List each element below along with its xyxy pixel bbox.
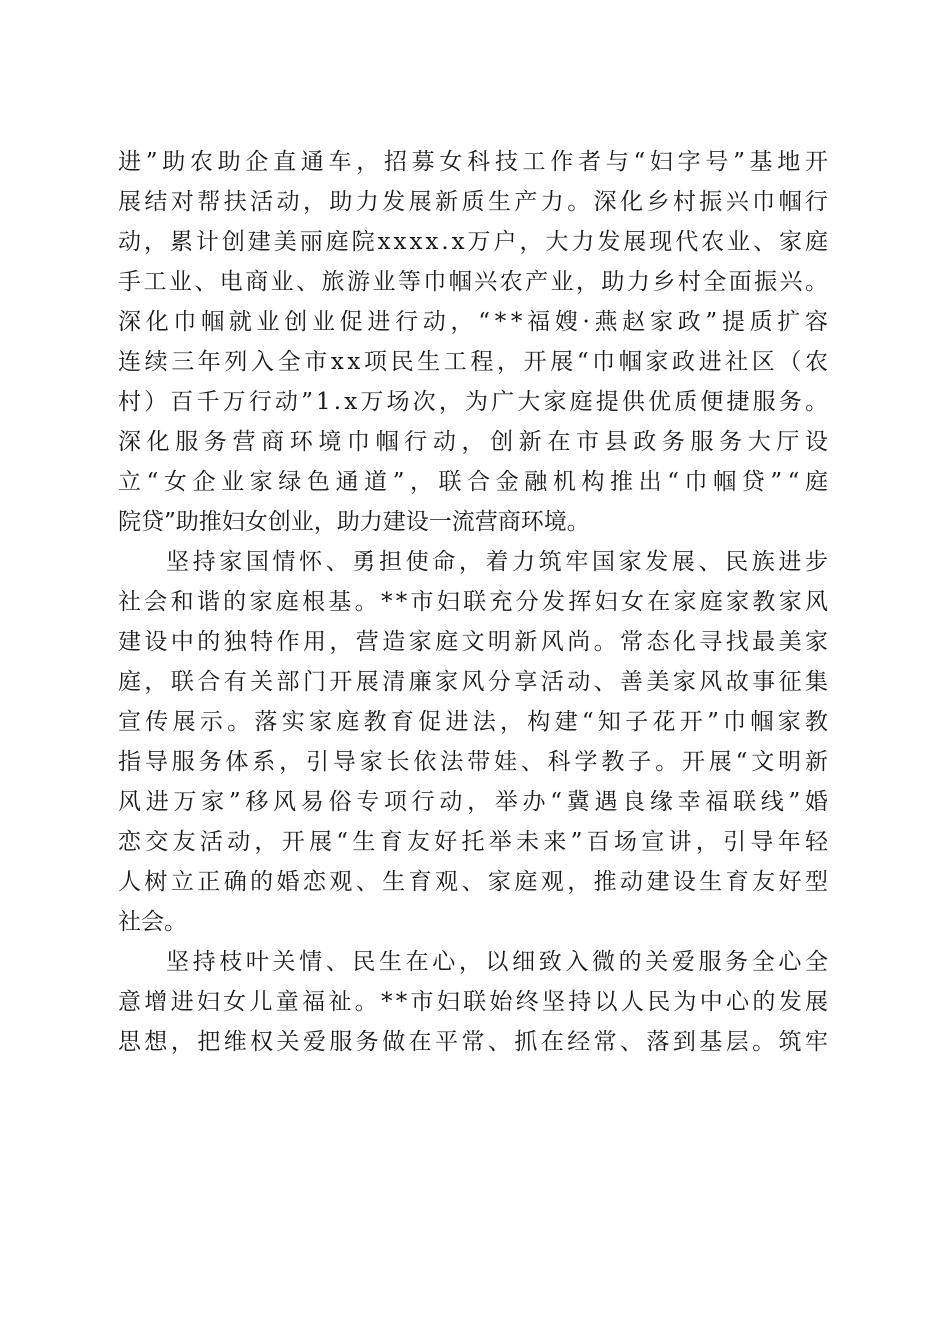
text-line: 连续三年列入全市xx项民生工程，开展“巾帼家政进社区（农	[118, 349, 832, 375]
text-line: 手工业、电商业、旅游业等巾帼兴农产业，助力乡村全面振兴。	[118, 269, 831, 295]
text-line: 村）百千万行动”1.x万场次，为广大家庭提供优质便捷服务。	[118, 389, 832, 415]
text-line: 立“女企业家绿色通道”，联合金融机构推出“巾帼贷”“庭	[118, 469, 834, 495]
text-line: 庭，联合有关部门开展清廉家风分享活动、善美家风故事征集	[118, 669, 832, 695]
text-line: 深化巾帼就业创业促进行动，“**福嫂·燕赵家政”提质扩容	[118, 309, 833, 335]
text-line: 思想，把维权关爱服务做在平常、抓在经常、落到基层。筑牢	[118, 1029, 832, 1055]
text-line: 院贷”助推妇女创业，助力建设一流营商环境。	[118, 509, 590, 535]
text-line: 建设中的独特作用，营造家庭文明新风尚。常态化寻找最美家	[118, 629, 832, 655]
text-line: 社会。	[118, 909, 187, 935]
text-line: 动，累计创建美丽庭院xxxx.x万户，大力发展现代农业、家庭	[118, 229, 831, 255]
text-line: 深化服务营商环境巾帼行动，创新在市县政务服务大厅设	[118, 429, 834, 455]
text-line: 指导服务体系，引导家长依法带娃、科学教子。开展“文明新	[118, 749, 832, 775]
text-line: 恋交友活动，开展“生育友好托举未来”百场宣讲，引导年轻	[118, 829, 833, 855]
text-line: 人树立正确的婚恋观、生育观、家庭观，推动建设生育友好型	[118, 869, 832, 895]
paragraph-1	[118, 142, 834, 542]
text-line: 意增进妇女儿童福祉。**市妇联始终坚持以人民为中心的发展	[118, 989, 832, 1015]
text-line: 坚持枝叶关情、民生在心，以细致入微的关爱服务全心全	[166, 949, 832, 975]
text-line: 展结对帮扶活动，助力发展新质生产力。深化乡村振兴巾帼行	[118, 189, 832, 215]
text-line: 坚持家国情怀、勇担使命，着力筑牢国家发展、民族进步	[166, 549, 832, 575]
paragraph-2	[118, 542, 833, 942]
body-text	[118, 142, 834, 1062]
paragraph-3	[118, 942, 832, 1062]
text-line: 宣传展示。落实家庭教育促进法，构建“知子花开”巾帼家教	[118, 709, 833, 735]
text-line: 进”助农助企直通车，招募女科技工作者与“妇字号”基地开	[118, 149, 833, 175]
text-line: 社会和谐的家庭根基。**市妇联充分发挥妇女在家庭家教家风	[118, 589, 832, 615]
text-line: 风进万家”移风易俗专项行动，举办“冀遇良缘幸福联线”婚	[118, 789, 833, 815]
